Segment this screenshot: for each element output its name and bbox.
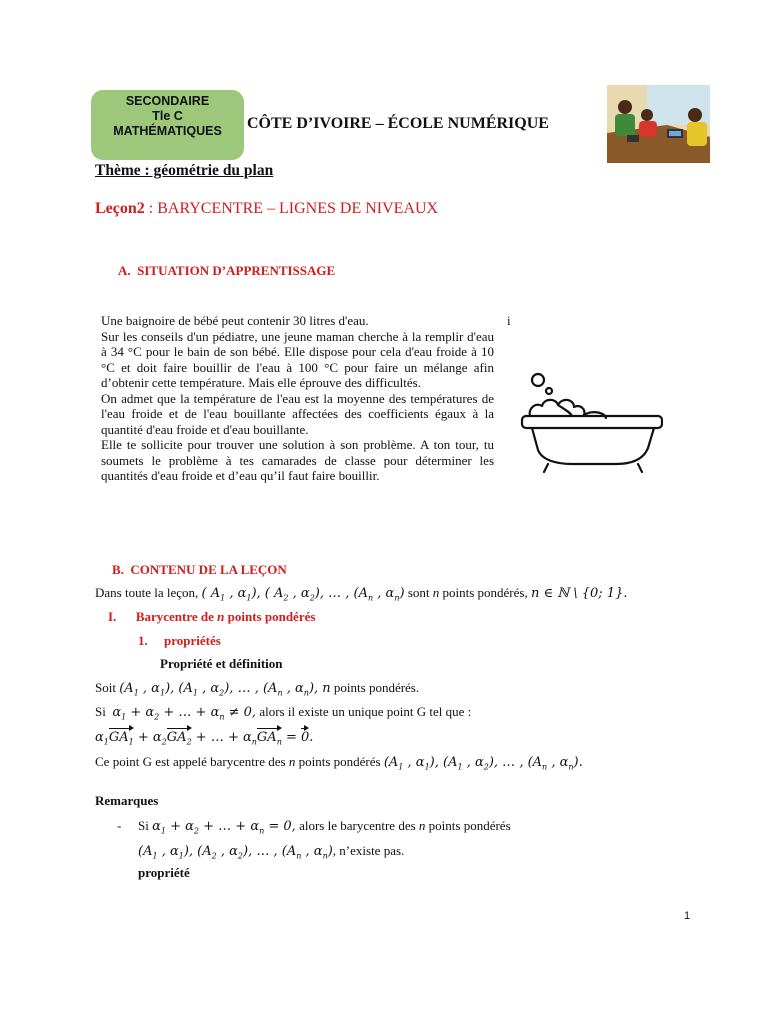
intro-n: n bbox=[432, 585, 440, 600]
property-label: propriété bbox=[138, 865, 190, 880]
side-marker: i bbox=[507, 313, 511, 328]
remark-continuation bbox=[138, 843, 404, 861]
property-title: Propriété et définition bbox=[160, 656, 283, 671]
definition-formula: ($A_1$ , $\alpha_1$), ($A_1$ , $\alpha_2$), … , ($A_n$ , $\alpha_n$). bbox=[383, 755, 583, 772]
soit-word: Soit bbox=[95, 680, 116, 695]
situation-paragraph: Sur les conseils d'un pédiatre, une jeune maman cherche à la remplir d'eau à 34 °C pour le bain de son bébé. Elle dispose pour cela d'eau froide à 10 °C et doit faire bouillir de l'eau à 100 °C pour faire un mélange afin d’obtenir cette température. Mais elle éprouve des difficultés. bbox=[101, 328, 494, 390]
si-word: Si bbox=[95, 704, 106, 719]
si-line bbox=[95, 704, 471, 722]
classroom-photo bbox=[607, 85, 710, 163]
barycenter-equation: $\alpha_1GA_1 + \alpha_2GA_2$ + … + $\alpha_nGA_n = 0$. bbox=[95, 730, 314, 747]
intro-set: n ∈ ℕ \ {0; 1}. bbox=[530, 586, 628, 601]
si-formula: $\alpha_1 + \alpha_2$ + … + $\alpha_n \ne 0$, bbox=[112, 705, 257, 722]
badge-line-subject: MATHÉMATIQUES bbox=[113, 124, 222, 138]
lesson-title bbox=[95, 200, 438, 218]
part-1-title-n: n bbox=[217, 609, 225, 624]
remark-bullet: - bbox=[117, 818, 122, 833]
page-number: 1 bbox=[684, 910, 691, 922]
level-badge bbox=[91, 90, 244, 160]
definition-start: Ce point G est appelé barycentre des bbox=[95, 754, 286, 769]
situation-paragraph: Elle te sollicite pour trouver une solution à son problème. A ton tour, tu soumets le problème à tes camarades de classe pour déterminer les quantités d'eau froide et d’eau qu’il faut faire bouillir. bbox=[101, 437, 494, 483]
part-1-heading bbox=[108, 609, 315, 625]
intro-formula: ( $A_1$ , $\alpha_1$), ( $A_2$ , $\alpha_2$), … , ($A_n$ , $\alpha_n$) bbox=[201, 586, 405, 603]
section-a-heading bbox=[118, 263, 335, 279]
theme-title: Thème : géométrie du plan bbox=[95, 162, 274, 179]
remark-points-formula: ($A_1$ , $\alpha_1$), ($A_2$ , $\alpha_2$), … , ($A_n$ , $\alpha_n$) bbox=[138, 844, 333, 861]
subsection-1-marker: 1. bbox=[138, 633, 148, 648]
situation-text bbox=[101, 313, 494, 484]
section-b-heading bbox=[112, 562, 287, 578]
remark-formula: $\alpha_1 + \alpha_2$ + … + $\alpha_n = 0$, bbox=[152, 819, 296, 836]
remarks-heading: Remarques bbox=[95, 793, 159, 808]
subsection-1-heading bbox=[138, 633, 221, 649]
remark-mid: alors le barycentre des bbox=[299, 818, 416, 833]
situation-paragraph: On admet que la température de l'eau est la moyenne des températures de l'eau froide et de l'eau bouillante affectées des coefficients égaux à la quantité d'eau froide et d'eau bouillante. bbox=[101, 390, 494, 437]
soit-end: points pondérés. bbox=[333, 680, 420, 695]
si-end: alors il existe un unique point G tel que : bbox=[259, 704, 472, 719]
soit-n: n bbox=[322, 681, 331, 696]
school-title: CÔTE D’IVOIRE – ÉCOLE NUMÉRIQUE bbox=[247, 115, 549, 132]
lesson-separator: : bbox=[144, 200, 158, 217]
lesson-number: Leçon2 bbox=[95, 200, 145, 217]
si-condition: ≠ 0, bbox=[228, 705, 257, 720]
section-b-marker: B. bbox=[112, 562, 124, 577]
part-1-title-b: points pondérés bbox=[227, 609, 316, 624]
definition-line bbox=[95, 754, 583, 772]
intro-start: Dans toute la leçon, bbox=[95, 585, 199, 600]
soit-line bbox=[95, 680, 419, 698]
subsection-1-title: propriétés bbox=[164, 633, 221, 648]
remark-condition: = 0, bbox=[268, 819, 296, 834]
intro-end: points pondérés, bbox=[442, 585, 528, 600]
definition-end: points pondérés bbox=[298, 754, 381, 769]
intro-mid: sont bbox=[407, 585, 430, 600]
remark-si: Si bbox=[138, 818, 149, 833]
remark-n: n bbox=[418, 818, 426, 833]
remark-not-exist: , n’existe pas. bbox=[332, 843, 405, 858]
definition-n: n bbox=[288, 754, 296, 769]
badge-line-level: SECONDAIRE bbox=[125, 94, 210, 108]
part-1-marker: I. bbox=[108, 609, 117, 624]
bathtub-illustration bbox=[518, 368, 663, 478]
section-b-title: CONTENU DE LA LEÇON bbox=[130, 562, 287, 577]
remark-line bbox=[138, 818, 511, 836]
section-a-marker: A. bbox=[118, 263, 131, 278]
intro-line bbox=[95, 585, 627, 603]
part-1-title-a: Barycentre de bbox=[135, 609, 214, 624]
soit-formula: ($A_1$ , $\alpha_1$), ($A_1$ , $\alpha_2$), … , ($A_n$ , $\alpha_n$), n bbox=[119, 681, 331, 698]
situation-paragraph: Une baignoire de bébé peut contenir 30 litres d'eau. bbox=[101, 313, 369, 328]
remark-end: points pondérés bbox=[428, 818, 511, 833]
section-a-title: SITUATION D’APPRENTISSAGE bbox=[137, 263, 336, 278]
badge-line-class: Tle C bbox=[152, 109, 183, 123]
lesson-name: BARYCENTRE – LIGNES DE NIVEAUX bbox=[157, 200, 439, 217]
